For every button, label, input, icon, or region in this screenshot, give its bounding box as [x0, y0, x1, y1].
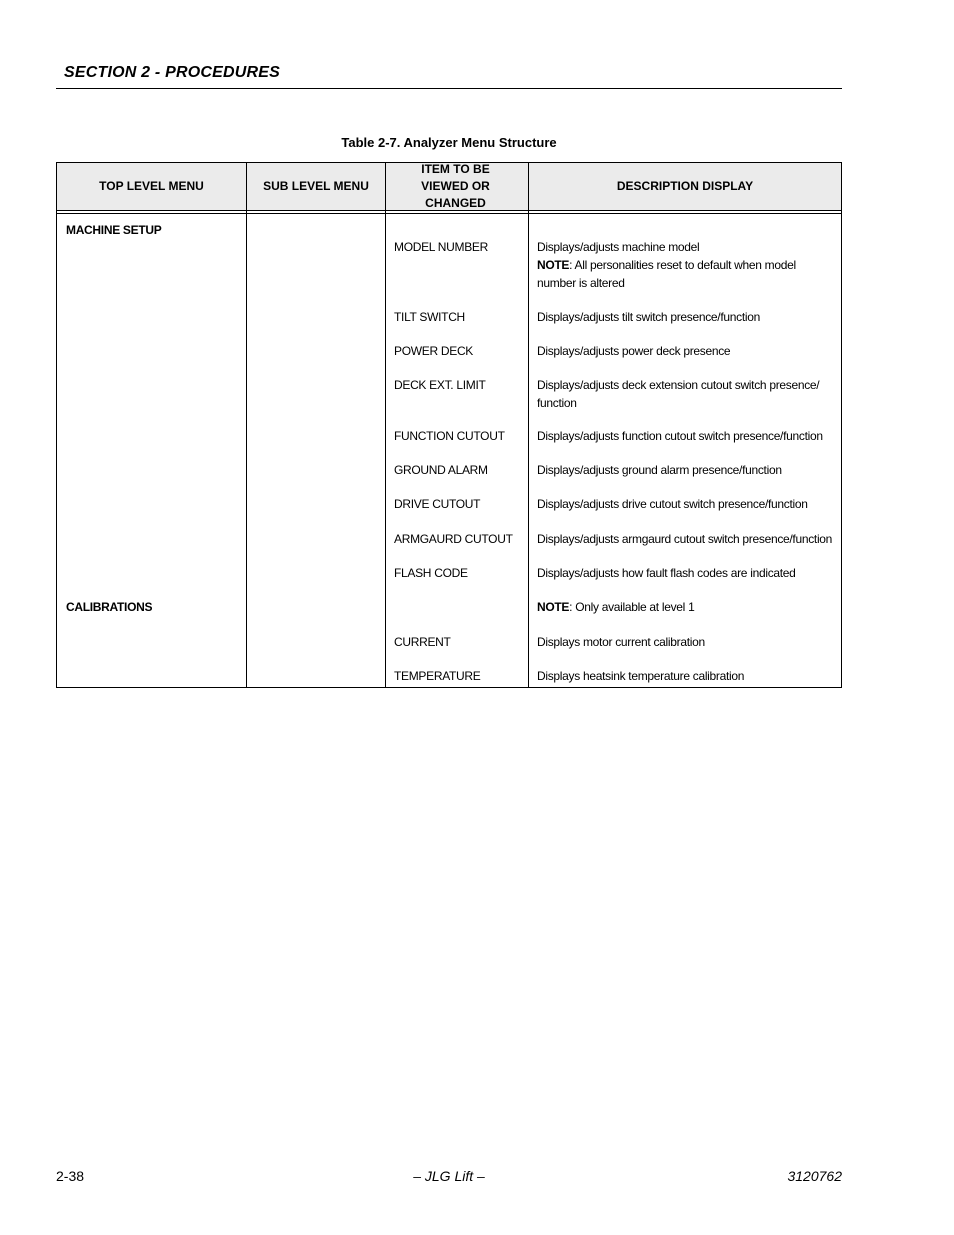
description-text: Displays/adjusts drive cutout switch presence/function — [537, 497, 808, 511]
menu-structure-table — [56, 162, 842, 688]
menu-item-cell: GROUND ALARM — [394, 463, 488, 477]
description-text: Displays/adjusts function cutout switch presence/function — [537, 429, 823, 443]
description-cell — [537, 376, 835, 412]
header-rule — [56, 88, 842, 89]
description-text: Displays motor current calibration — [537, 635, 705, 649]
description-text: Displays/adjusts power deck presence — [537, 344, 731, 358]
menu-item-cell: DECK EXT. LIMIT — [394, 378, 486, 392]
column-divider — [385, 163, 386, 687]
description-text: Displays/adjusts armgaurd cutout switch presence/function — [537, 532, 833, 546]
footer-publisher: – JLG Lift – — [413, 1168, 485, 1184]
page-number: 2-38 — [56, 1168, 85, 1184]
description-cell — [537, 238, 835, 292]
description-cell — [537, 633, 835, 651]
menu-item-cell: POWER DECK — [394, 344, 474, 358]
description-cell — [537, 495, 835, 513]
top-level-menu-cell: MACHINE SETUP — [66, 223, 162, 237]
header-divider — [57, 213, 841, 214]
menu-item-cell: MODEL NUMBER — [394, 240, 488, 254]
column-header-description: DESCRIPTION DISPLAY — [616, 179, 754, 193]
column-divider — [246, 163, 247, 687]
table-caption: Table 2-7. Analyzer Menu Structure — [341, 135, 557, 150]
column-header-top-level-menu: TOP LEVEL MENU — [99, 179, 204, 193]
description-cell — [537, 598, 835, 616]
menu-item-cell: TEMPERATURE — [394, 669, 481, 683]
description-text: Displays/adjusts tilt switch presence/function — [537, 310, 760, 324]
description-text: Displays heatsink temperature calibration — [537, 669, 745, 683]
description-cell — [537, 308, 835, 326]
menu-item-cell: TILT SWITCH — [394, 310, 465, 324]
description-note — [537, 598, 835, 616]
description-cell — [537, 564, 835, 582]
description-cell — [537, 461, 835, 479]
note-text: : All personalities reset to default when model number is altered — [537, 258, 796, 290]
menu-item-cell: FLASH CODE — [394, 566, 468, 580]
section-title: SECTION 2 - PROCEDURES — [64, 64, 280, 81]
table-header — [57, 163, 841, 210]
description-cell — [537, 342, 835, 360]
note-text: : Only available at level 1 — [569, 600, 695, 614]
menu-item-cell: FUNCTION CUTOUT — [394, 429, 505, 443]
column-header-item: ITEM TO BE VIEWED OR CHANGED — [421, 162, 490, 210]
description-cell — [537, 427, 835, 445]
column-divider — [528, 163, 529, 687]
description-text: Displays/adjusts how fault flash codes are indicated — [537, 566, 796, 580]
top-level-menu-cell: CALIBRATIONS — [66, 600, 153, 614]
description-cell — [537, 667, 835, 685]
header-divider — [57, 210, 841, 211]
description-text: Displays/adjusts deck extension cutout switch presence/ function — [537, 378, 820, 410]
column-header-sub-level-menu: SUB LEVEL MENU — [263, 179, 369, 193]
description-cell — [537, 530, 835, 548]
description-text: Displays/adjusts machine model — [537, 240, 700, 254]
description-note — [537, 256, 835, 292]
menu-item-cell: DRIVE CUTOUT — [394, 497, 481, 511]
description-text: Displays/adjusts ground alarm presence/function — [537, 463, 782, 477]
document-number: 3120762 — [787, 1168, 842, 1184]
menu-item-cell: ARMGAURD CUTOUT — [394, 532, 513, 546]
note-label: NOTE — [537, 258, 570, 272]
menu-item-cell: CURRENT — [394, 635, 451, 649]
note-label: NOTE — [537, 600, 570, 614]
